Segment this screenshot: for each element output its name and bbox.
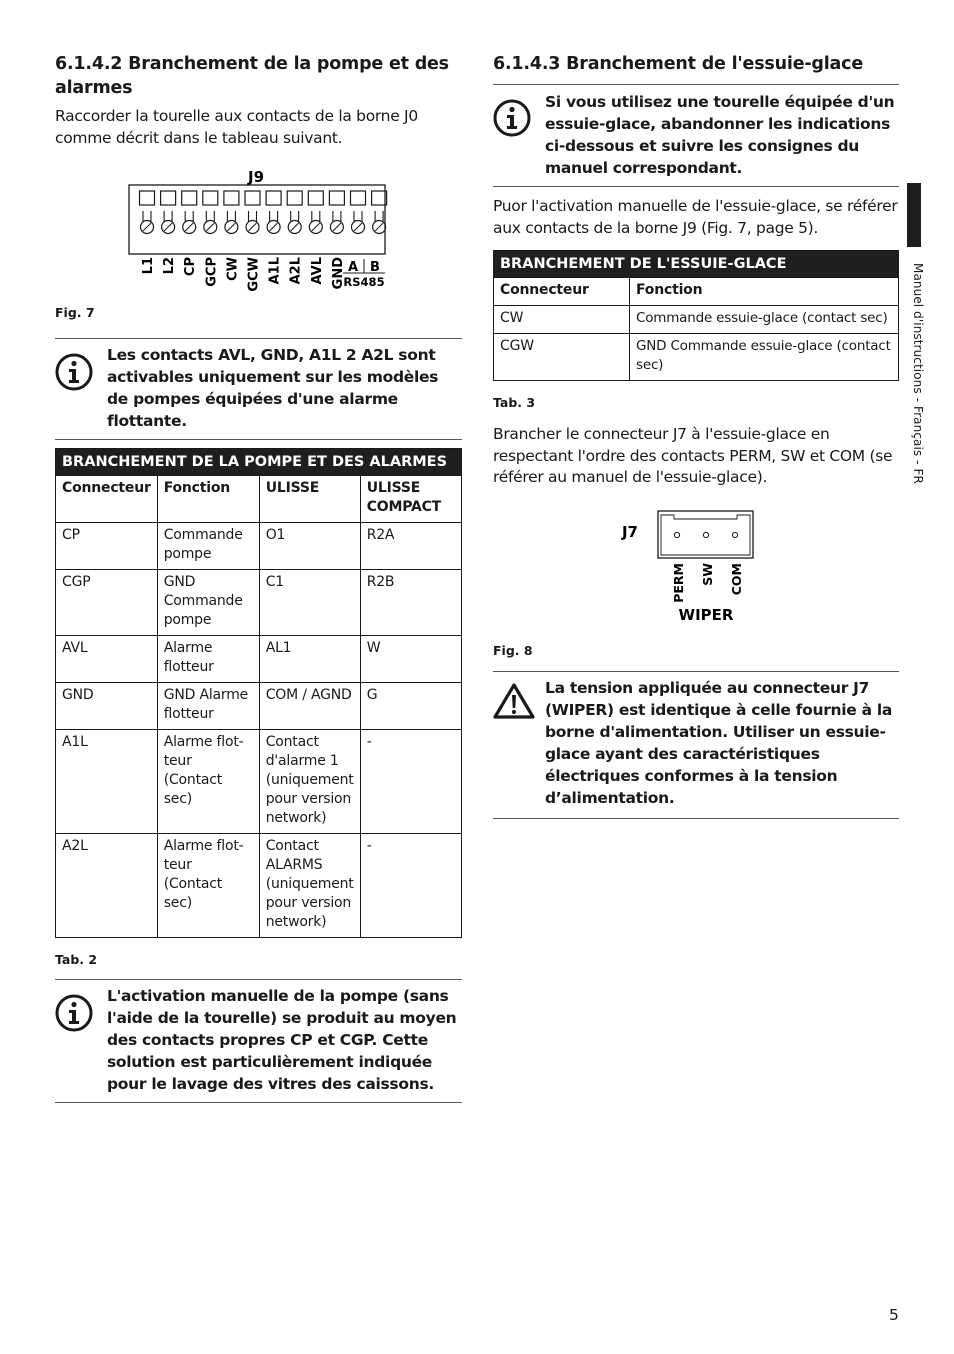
j9-label: L2 (162, 257, 178, 275)
j9-label: GND (330, 257, 346, 290)
j9-pin (224, 191, 239, 234)
j9-labels (141, 257, 346, 292)
table2-header: ULISSE (259, 476, 360, 523)
j7-connector-diagram (493, 507, 899, 625)
j9-label-b: B (370, 260, 380, 275)
j7-label-perm: PERM (671, 562, 686, 603)
table-row (56, 683, 462, 730)
j9-pin (308, 191, 323, 234)
table-cell: Commande essuie-glace (contact sec) (630, 306, 899, 334)
table-row (56, 636, 462, 683)
table-wiper (493, 250, 899, 381)
warning-note-voltage (493, 671, 899, 819)
j9-pin (329, 191, 344, 234)
tab2-caption: Tab. 2 (55, 952, 98, 967)
j9-pin (351, 191, 366, 234)
j9-label: A2L (288, 257, 304, 285)
info-icon (55, 353, 93, 395)
j9-pin (203, 191, 218, 234)
table-row (56, 570, 462, 636)
side-tab-marker (907, 183, 921, 247)
info-icon (55, 994, 93, 1036)
j7-pin (703, 532, 708, 537)
j9-title: J9 (247, 169, 265, 186)
j9-pin (182, 191, 197, 234)
table-cell: COM / AGND (259, 683, 360, 730)
j7-pin (732, 532, 737, 537)
j7-sub-label-wiper: WIPER (678, 605, 734, 624)
tab3-caption: Tab. 3 (493, 395, 536, 410)
table-cell: Alarme flot-teur (Contact sec) (157, 730, 259, 834)
table-cell: - (360, 834, 461, 938)
table-cell: GND Alarme flotteur (157, 683, 259, 730)
warning-icon (493, 682, 535, 724)
table2-header: Connecteur (56, 476, 158, 523)
table-cell: Alarme flot-teur (Contact sec) (157, 834, 259, 938)
left-column (55, 52, 462, 1103)
table2-header: ULISSE COMPACT (360, 476, 461, 523)
table3-header: Fonction (630, 278, 899, 306)
j9-pin (245, 191, 260, 234)
table-cell: Commande pompe (157, 523, 259, 570)
intro-paragraph-wiper: Puor l'activation manuelle de l'essuie-glace, se référer aux contacts de la borne J9 (Fig. 7, page 5). (493, 197, 898, 237)
side-label: Manuel d'instructions - Français - FR (911, 263, 925, 484)
paragraph-j7: Brancher le connecteur J7 à l'essuie-glace en respectant l'ordre des contacts PERM, SW et COM (se référer au manuel de l'essuie-glace). (493, 425, 893, 486)
page-number: 5 (889, 1306, 899, 1324)
section-heading-pump: 6.1.4.2 Branchement de la pompe et des alarmes (55, 54, 449, 98)
figure-j9 (55, 169, 462, 319)
section-heading-wiper: 6.1.4.3 Branchement de l'essuie-glace (493, 54, 864, 74)
figure-j7 (493, 507, 899, 625)
info-note-manual-pump-text: L'activation manuelle de la pompe (sans l'aide de la tourelle) se produit au moyen des contacts propres CP et CGP. Cette solution est particulièrement indiquée pour le lavage des vitres des caissons. (107, 987, 457, 1093)
j7-label-sw: SW (700, 562, 715, 586)
j9-terminal-diagram (55, 169, 462, 319)
j7-block (658, 511, 753, 558)
fig7-caption: Fig. 7 (55, 305, 95, 320)
info-note-alarms-text: Les contacts AVL, GND, A1L 2 A2L sont activables uniquement sur les modèles de pompes équipées d'une alarme flottante. (107, 346, 439, 430)
j9-label: AVL (309, 257, 325, 285)
table-cell: Contact d'alarme 1 (uniquement pour version network) (259, 730, 360, 834)
warning-note-voltage-text: La tension appliquée au connecteur J7 (WIPER) est identique à celle fournie à la borne d'alimentation. Utiliser un essuie-glace ayant des caractéristiques électriques conformes à la tension d’alimentation. (545, 678, 893, 807)
table-cell: GND Commande pompe (157, 570, 259, 636)
j9-label: L1 (141, 257, 156, 275)
info-note-wiper-text: Si vous utilisez une tourelle équipée d'un essuie-glace, abandonner les indications ci-dessous et suivre les consignes du manuel correspondant. (545, 93, 895, 177)
table-cell: W (360, 636, 461, 683)
right-column (493, 52, 899, 819)
table-cell: GND Commande essuie-glace (contact sec) (630, 334, 899, 381)
table2-title: BRANCHEMENT DE LA POMPE ET DES ALARMES (56, 449, 462, 476)
j9-pins (140, 191, 387, 234)
table3-header: Connecteur (494, 278, 630, 306)
table-cell: CP (56, 523, 158, 570)
table-cell: C1 (259, 570, 360, 636)
intro-paragraph-pump: Raccorder la tourelle aux contacts de la borne J0 comme décrit dans le tableau suivant. (55, 107, 418, 147)
table-row (56, 730, 462, 834)
j9-pin (266, 191, 281, 234)
table-cell: GND (56, 683, 158, 730)
table-row (494, 306, 899, 334)
table-cell: - (360, 730, 461, 834)
table-cell: CW (494, 306, 630, 334)
info-icon (493, 99, 531, 141)
table-pump-alarms (55, 448, 462, 938)
j9-pin (287, 191, 302, 234)
j9-label: A1L (267, 257, 283, 285)
table-cell: Alarme flotteur (157, 636, 259, 683)
j9-pin (140, 191, 155, 234)
table3-title: BRANCHEMENT DE L'ESSUIE-GLACE (494, 251, 899, 278)
table-row (56, 523, 462, 570)
j9-label: CW (225, 257, 241, 281)
table-cell: O1 (259, 523, 360, 570)
j9-label: GCP (204, 257, 220, 287)
info-note-alarms (55, 338, 462, 440)
j9-label-a: A (347, 260, 359, 275)
table-cell: AL1 (259, 636, 360, 683)
table-cell: A2L (56, 834, 158, 938)
table-cell: Contact ALARMS (uniquement pour version network) (259, 834, 360, 938)
info-note-manual-pump (55, 979, 462, 1103)
j9-pin (161, 191, 176, 234)
table2-header: Fonction (157, 476, 259, 523)
info-note-wiper (493, 84, 899, 187)
j9-label: GCW (246, 257, 262, 292)
table-cell: A1L (56, 730, 158, 834)
table-row (56, 834, 462, 938)
table-cell: R2B (360, 570, 461, 636)
j7-label-com: COM (729, 562, 744, 595)
j9-label-rs485: RS485 (343, 275, 385, 289)
table-row (494, 334, 899, 381)
table-cell: CGW (494, 334, 630, 381)
j7-title: J7 (621, 522, 638, 541)
j9-label: CP (183, 257, 199, 277)
table-cell: G (360, 683, 461, 730)
table-cell: AVL (56, 636, 158, 683)
j7-pin (674, 532, 679, 537)
table-cell: R2A (360, 523, 461, 570)
table-cell: CGP (56, 570, 158, 636)
fig8-caption: Fig. 8 (493, 642, 533, 658)
